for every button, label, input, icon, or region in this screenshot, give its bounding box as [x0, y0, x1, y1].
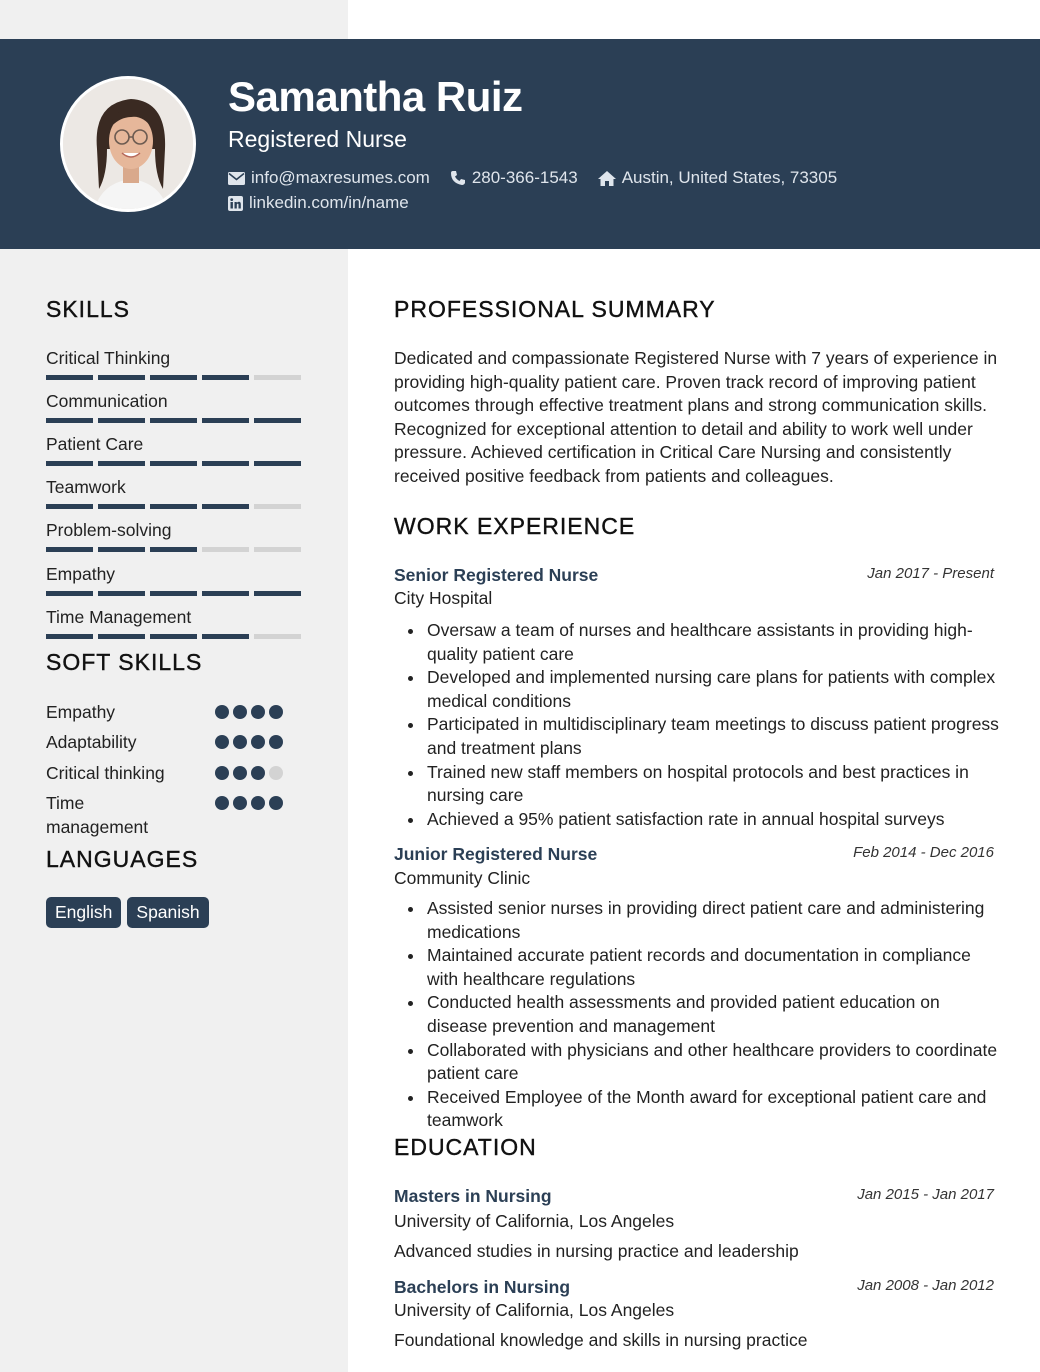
skill-bar-segment	[150, 461, 197, 466]
skill-bar-segment	[46, 504, 93, 509]
job-bullets	[394, 897, 1004, 1133]
skill-label: Time Management	[46, 607, 192, 627]
skill-bar-segment	[254, 547, 301, 552]
soft-skills-heading: SOFT SKILLS	[46, 649, 203, 675]
skill-bar-segment	[254, 375, 301, 380]
rating-dot	[215, 766, 229, 780]
skill-label: Critical Thinking	[46, 348, 171, 368]
home-icon	[598, 171, 616, 186]
job-title: Junior Registered Nurse	[394, 844, 598, 864]
skill-bar-segment	[98, 461, 145, 466]
soft-skill-label: Adaptability	[46, 732, 137, 752]
soft-skill-item	[46, 730, 296, 754]
skill-bar-segment	[202, 591, 249, 596]
rating-dot	[269, 705, 283, 719]
skill-bar-segment	[202, 547, 249, 552]
job-employer: Community Clinic	[394, 868, 531, 888]
rating-dot	[269, 735, 283, 749]
skill-level-bar	[46, 418, 302, 423]
skill-level-bar	[46, 375, 302, 380]
rating-dot	[251, 766, 265, 780]
profile-photo	[60, 76, 196, 212]
skill-bar-segment	[202, 418, 249, 423]
skill-bar-segment	[202, 375, 249, 380]
skill-bar-segment	[98, 634, 145, 639]
skill-label: Patient Care	[46, 434, 144, 454]
education-heading: EDUCATION	[394, 1134, 537, 1160]
degree-title: Masters in Nursing	[394, 1186, 552, 1206]
email-text: info@maxresumes.com	[251, 168, 430, 187]
soft-skill-label: Time management	[46, 793, 149, 837]
skill-level-bar	[46, 547, 302, 552]
skill-bar-segment	[46, 461, 93, 466]
location-text: Austin, United States, 73305	[621, 168, 838, 187]
rating-dot	[215, 705, 229, 719]
soft-skill-rating	[215, 766, 283, 780]
degree-title: Bachelors in Nursing	[394, 1277, 571, 1297]
rating-dot	[233, 705, 247, 719]
language-badge: Spanish	[127, 897, 208, 928]
skill-bar-segment	[202, 634, 249, 639]
soft-skill-label: Empathy	[46, 702, 116, 722]
job-date: Jan 2017 - Present	[867, 565, 994, 582]
job-bullet: Maintained accurate patient records and documentation in compliance with healthcare regulations	[394, 944, 1004, 991]
skill-level-bar	[46, 591, 302, 596]
rating-dot	[251, 705, 265, 719]
candidate-role: Registered Nurse	[228, 126, 407, 152]
envelope-icon	[228, 172, 245, 185]
job-title: Senior Registered Nurse	[394, 565, 599, 585]
skill-bar-segment	[150, 418, 197, 423]
rating-dot	[233, 766, 247, 780]
skill-label: Communication	[46, 391, 168, 411]
skill-bar-segment	[46, 418, 93, 423]
phone-icon	[450, 170, 466, 186]
skill-level-bar	[46, 634, 302, 639]
language-badge: English	[46, 897, 121, 928]
rating-dot	[269, 766, 283, 780]
contact-linkedin[interactable]	[228, 193, 409, 213]
degree-description: Foundational knowledge and skills in nursing practice	[394, 1330, 808, 1350]
contact-row-primary	[228, 168, 857, 188]
job-date: Feb 2014 - Dec 2016	[853, 844, 994, 861]
rating-dot	[251, 735, 265, 749]
skill-bar-segment	[254, 634, 301, 639]
skill-item	[46, 519, 302, 552]
skill-bar-segment	[98, 418, 145, 423]
skill-bar-segment	[150, 375, 197, 380]
school-name: University of California, Los Angeles	[394, 1300, 675, 1320]
languages-heading: LANGUAGES	[46, 846, 199, 872]
language-list	[46, 897, 209, 928]
contact-row-secondary	[228, 193, 429, 213]
skill-item	[46, 347, 302, 380]
soft-skill-rating	[215, 705, 283, 719]
skill-bar-segment	[254, 461, 301, 466]
skill-bar-segment	[46, 375, 93, 380]
skill-bar-segment	[46, 591, 93, 596]
summary-text: Dedicated and compassionate Registered Nurse with 7 years of experience in providing high-quality patient care. Proven track record of improving patient outcomes through effective treatment plans and strong communication skills. Recognized for exceptional attention to detail and ability to work well under pressure. Achieved certification in Critical Care Nursing and consistently received positive feedback from patients and colleagues.	[394, 348, 998, 486]
skill-bar-segment	[46, 634, 93, 639]
skill-item	[46, 433, 302, 466]
skill-bar-segment	[254, 504, 301, 509]
skill-level-bar	[46, 504, 302, 509]
skill-bar-segment	[202, 504, 249, 509]
degree-date: Jan 2008 - Jan 2012	[857, 1277, 994, 1294]
skill-bar-segment	[98, 375, 145, 380]
linkedin-icon	[228, 196, 243, 211]
skill-bar-segment	[254, 591, 301, 596]
school-name: University of California, Los Angeles	[394, 1211, 675, 1231]
job-employer: City Hospital	[394, 588, 493, 608]
phone-text: 280-366-1543	[471, 168, 578, 187]
skill-item	[46, 390, 302, 423]
rating-dot	[215, 735, 229, 749]
rating-dot	[269, 796, 283, 810]
soft-skill-label: Critical thinking	[46, 763, 165, 783]
contact-email[interactable]	[228, 168, 430, 188]
skill-bar-segment	[98, 504, 145, 509]
skill-item	[46, 563, 302, 596]
skill-label: Teamwork	[46, 477, 126, 497]
rating-dot	[233, 735, 247, 749]
linkedin-text: linkedin.com/in/name	[249, 193, 409, 212]
rating-dot	[251, 796, 265, 810]
soft-skill-rating	[215, 735, 283, 749]
skill-bar-segment	[150, 591, 197, 596]
job-bullet: Developed and implemented nursing care plans for patients with complex medical conditions	[394, 666, 1004, 713]
degree-description: Advanced studies in nursing practice and leadership	[394, 1241, 799, 1261]
job-bullet: Conducted health assessments and provided patient education on disease prevention and management	[394, 991, 1004, 1038]
experience-heading: WORK EXPERIENCE	[394, 513, 636, 539]
degree-date: Jan 2015 - Jan 2017	[857, 1186, 994, 1203]
job-bullet: Oversaw a team of nurses and healthcare assistants in providing high-quality patient care	[394, 619, 1004, 666]
job-bullet: Achieved a 95% patient satisfaction rate in annual hospital surveys	[394, 808, 1004, 832]
skill-bar-segment	[254, 418, 301, 423]
soft-skill-rating	[215, 796, 283, 810]
summary-heading: PROFESSIONAL SUMMARY	[394, 296, 716, 322]
rating-dot	[233, 796, 247, 810]
skill-level-bar	[46, 461, 302, 466]
candidate-name: Samantha Ruiz	[228, 73, 523, 120]
soft-skill-item	[46, 791, 296, 839]
job-bullet: Assisted senior nurses in providing direct patient care and administering medications	[394, 897, 1004, 944]
soft-skill-item	[46, 700, 296, 724]
rating-dot	[215, 796, 229, 810]
job-bullet: Trained new staff members on hospital protocols and best practices in nursing care	[394, 761, 1004, 808]
contact-location	[598, 168, 837, 188]
skill-bar-segment	[98, 547, 145, 552]
skill-label: Problem-solving	[46, 520, 172, 540]
skill-bar-segment	[98, 591, 145, 596]
skill-item	[46, 606, 302, 639]
skill-bar-segment	[46, 547, 93, 552]
skill-label: Empathy	[46, 564, 116, 584]
job-bullet: Collaborated with physicians and other healthcare providers to coordinate patient care	[394, 1039, 1004, 1086]
skill-item	[46, 476, 302, 509]
job-bullet: Received Employee of the Month award for exceptional patient care and teamwork	[394, 1086, 1004, 1133]
skills-heading: SKILLS	[46, 296, 130, 322]
skill-bar-segment	[150, 634, 197, 639]
skill-bar-segment	[150, 547, 197, 552]
resume-header	[0, 39, 1040, 249]
job-bullet: Participated in multidisciplinary team meetings to discuss patient progress and treatment plans	[394, 713, 1004, 760]
job-bullets	[394, 619, 1004, 831]
contact-phone[interactable]	[450, 168, 578, 188]
skill-bar-segment	[150, 504, 197, 509]
soft-skill-item	[46, 761, 296, 785]
skill-bar-segment	[202, 461, 249, 466]
